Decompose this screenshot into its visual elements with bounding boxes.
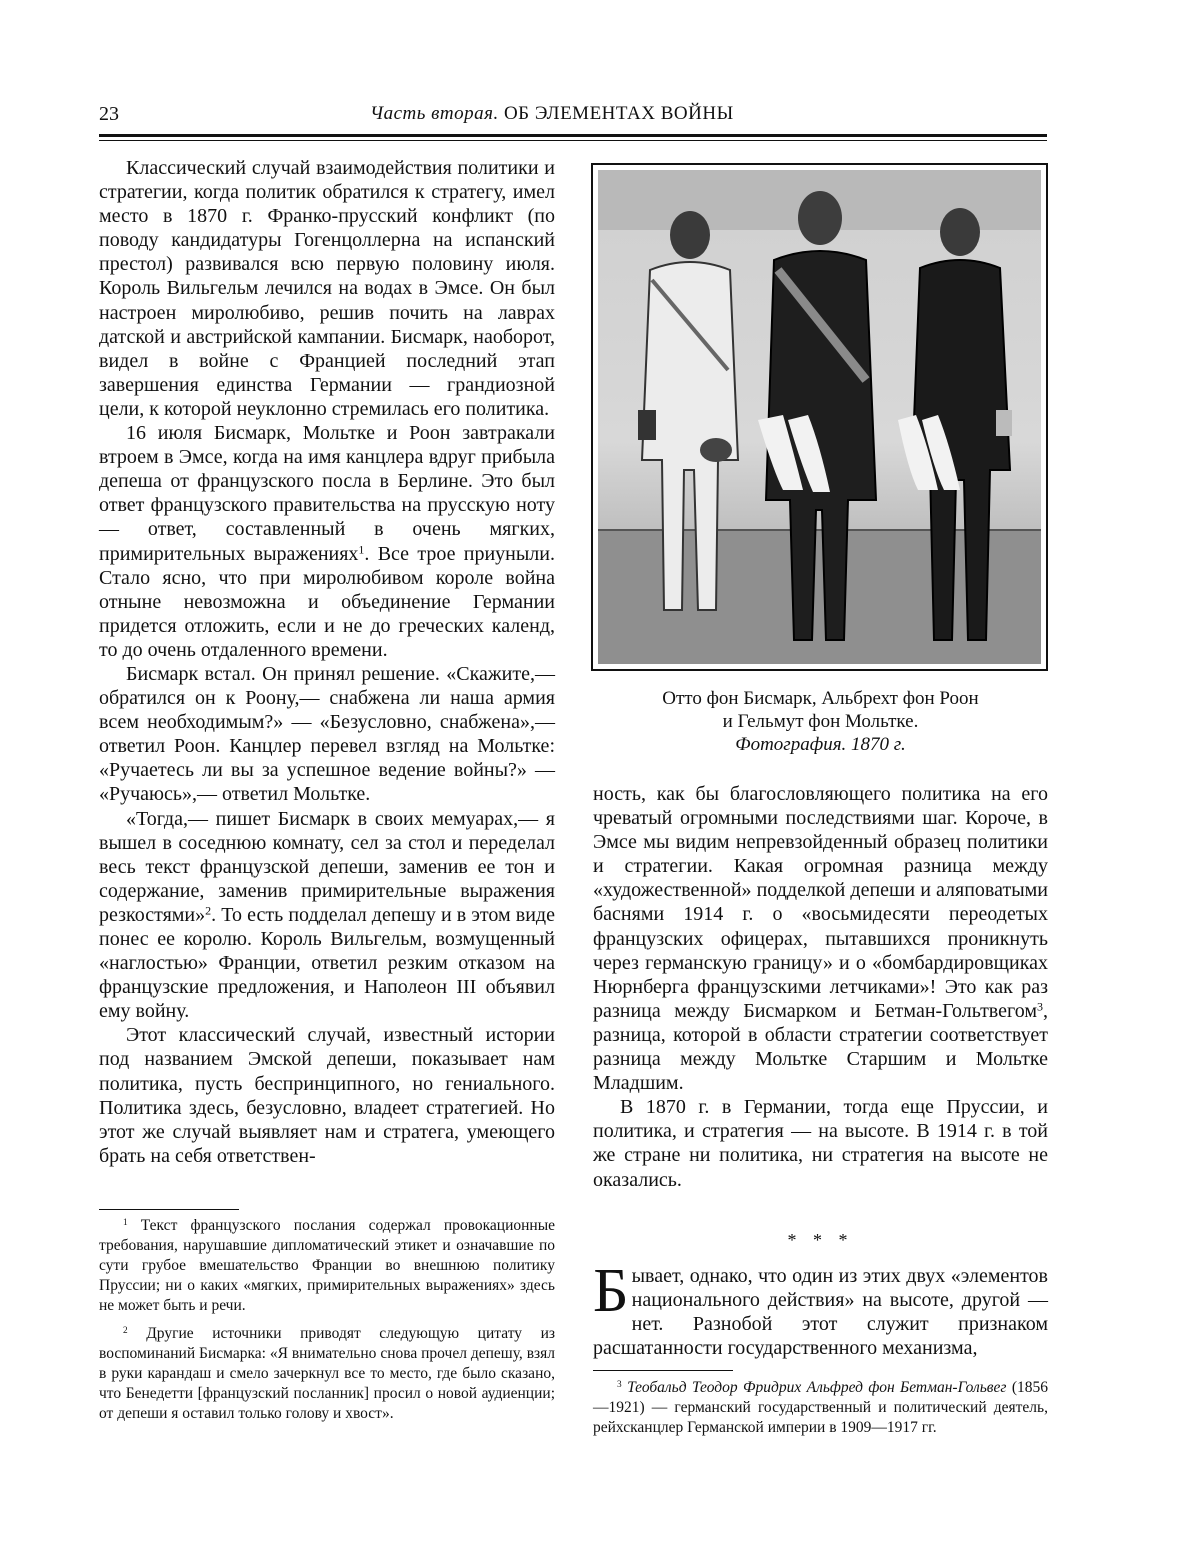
right-column xyxy=(593,782,1048,1192)
footnote: $^1$ Текст французского послания содержал провокационные требования, нарушавшие дипломатический этикет и означавшие по сути грубое вмешательство Франции во внешнюю политику Пруссии; ни о каких «мягких, примирительных выражениях» здесь не может быть и речи. xyxy=(99,1217,556,1314)
caption-italic: Фотография. 1870 г. xyxy=(735,734,906,755)
dropcap-paragraph xyxy=(593,1257,1048,1360)
footnote-ref: 2 xyxy=(205,903,212,918)
page-number: 23 xyxy=(99,103,119,125)
paragraph: Бисмарк встал. Он принял решение. «Скажите,— обратился он к Роону,— снабжена ли наша армия всем необходимым?» — «Безусловно, снабжена»,— ответил Роон. Канцлер перевел взгляд на Мольтке: «Ручаетесь ли вы за успешное ведение войны?» — «Ручаюсь»,— ответил Мольтке. xyxy=(99,662,555,806)
paragraph: В 1870 г. в Германии, тогда еще Пруссии, и политика, и стратегия — на высоте. В 1914 г. в той же стране ни политика, ни стратегия на высоте не оказались. xyxy=(593,1096,1048,1191)
footnote-ref: 1 xyxy=(358,541,365,556)
footnotes-left xyxy=(99,1216,555,1432)
header-part: Часть вторая. xyxy=(370,103,499,124)
paragraph: 16 июля Бисмарк, Мольтке и Роон завтракали втроем в Эмсе, когда на имя канцлера вдруг прибыла депеша от французского посла в Берлине. Это был ответ французского правительства на прусскую ноту— ответ, составленный в очень мягких, примирительных выражениях$^1$. Все трое приуныли. Стало ясно, что при миролюбивом короле война отныне невозможна и объединение Германии придется отложить, если и не до греческих календ, то до очень отдаленного времени. xyxy=(99,422,555,661)
paragraph: ность, как бы благословляющего политика на его чреватый огромными последствиями шаг. Короче, в Эмсе мы видим непревзойденный образец политики и стратегии. Какая огромная разница между «художественной» подделкой депеши и аляповатыми баснями 1914 г. о «восьмидесяти переодетых французских офицерах, пытавшихся проникнуть через германскую границу» и о «бомбардировщиках Нюрнберга французскими летчиками»! Это как раз разница между Бисмарком и Бетман-Гольтвегом$^3$, разница, которой в области стратегии соответствует разница между Мольтке Старшим и Мольтке Младшим. xyxy=(593,783,1048,1095)
caption-line: и Гельмут фон Мольтке. xyxy=(722,711,919,732)
paragraph: Классический случай взаимодействия политики и стратегии, когда политик обратился к стратегу, имел место в 1870 г. Франко-прусский конфликт (по поводу кандидатуры Гогенцоллерна на испанский престол) развивался всю первую половину июля. Король Вильгельм лечился на водах в Эмсе. Он был настроен миролюбиво, решив почить на лаврах датской и австрийской кампании. Бисмарк, наоборот, видел в войне с Францией последний этап завершения единства Германии — грандиозной цели, к которой неуклонно стремилась его политика. xyxy=(99,157,555,420)
section-divider: * * * xyxy=(787,1230,854,1250)
footnote: $^3$ Теобальд Теодор Фридрих Альфред фон Бетман-Гольвег (1856—1921) — германский государственный и политический деятель, рейхсканцлер Германской империи в 1909—1917 гг. xyxy=(593,1379,1049,1436)
paragraph-text: ывает, однако, что один из этих двух «элементов национального действия» на высоте, другой — нет. Разнобой этот служит признаком расшатанности государственного механизма, xyxy=(593,1265,1048,1360)
footnote-rule xyxy=(593,1370,733,1371)
paragraph: Этот классический случай, известный истории под названием Эмской депеши, показывает нам политика, пусть беспринципного, но гениального. Политика здесь, безусловно, владеет стратегией. Но этот же случай выявляет нам и стратега, умеющего брать на себя ответствен- xyxy=(99,1024,555,1167)
footnote-ref: 3 xyxy=(1037,999,1043,1014)
header-title: ОБ ЭЛЕМЕНТАХ ВОЙНЫ xyxy=(503,103,734,124)
photo-caption xyxy=(593,687,1048,756)
running-header xyxy=(370,103,734,125)
paragraph: «Тогда,— пишет Бисмарк в своих мемуарах,— я вышел в соседнюю комнату, сел за стол и переделал весь текст французской депеши, заменив ее тон и содержание, заменив примирительные выражения резкостями»$^2$. То есть подделал депешу и в этом виде понес ее королю. Король Вильгельм, возмущенный «наглостью» Франции, ответил резким отказом на французские предложения, и Наполеон III объявил ему войну. xyxy=(99,807,555,1023)
three-officers-photo xyxy=(598,170,1041,664)
photo-image xyxy=(598,170,1041,664)
historical-photo xyxy=(591,163,1048,671)
footnote-rule xyxy=(99,1209,239,1210)
caption-line: Отто фон Бисмарк, Альбрехт фон Роон xyxy=(662,688,979,709)
header-rule-thin xyxy=(99,140,1047,141)
header-rule-thick xyxy=(99,134,1047,137)
drop-cap: Б xyxy=(593,1257,629,1325)
footnote: $^2$ Другие источники приводят следующую цитату из воспоминаний Бисмарка: «Я внимательно снова прочел депешу, взял в руки карандаш и смело зачеркнул все то место, где было сказано, что Бенедетти [французский посланник] просил о новой аудиенции; от депеши я оставил только голову и хвост». xyxy=(99,1325,556,1422)
footnotes-right xyxy=(593,1378,1048,1446)
left-column xyxy=(99,156,555,1168)
